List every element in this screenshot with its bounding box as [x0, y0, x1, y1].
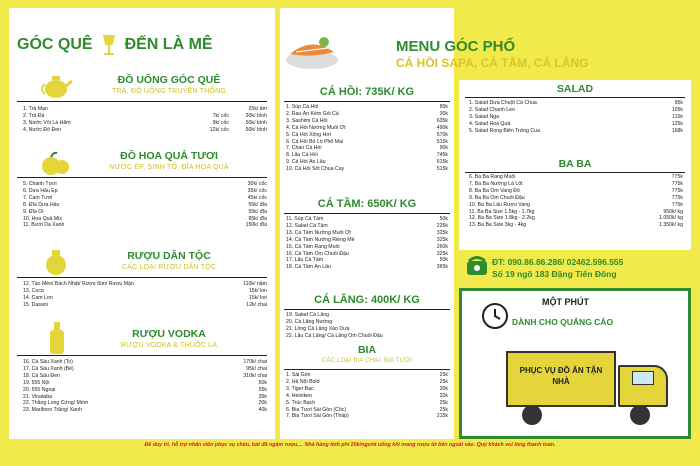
item-price: 168k [671, 127, 683, 134]
item-price: 25k [439, 406, 448, 413]
item-name: 20. Cá Lăng Nướng [286, 318, 333, 325]
item-price: 25k [439, 372, 448, 378]
item-name: 22. Lẩu Cá Lăng/ Cá Lăng Om Chuối Đậu [286, 332, 383, 339]
item-price: 570k [436, 131, 448, 138]
item-name: 19. Salad Cá Lăng [286, 312, 329, 318]
menu-item [23, 380, 267, 387]
item-price-small [195, 195, 229, 202]
item-name: 8. Lẩu Cá Hồi [286, 152, 318, 159]
item-price: 12k/ chai [246, 301, 267, 308]
menu-item [23, 188, 267, 195]
menu-item [286, 400, 448, 407]
item-price-small: 12k/ cốc [209, 126, 229, 133]
menu-item [23, 127, 267, 134]
menu-item [469, 222, 683, 229]
item-price: 45k/ cốc [247, 194, 267, 201]
item-name: 18. Cá Tầm Ăn Lẩu [286, 264, 331, 271]
brand-left: GÓC QUÊ [17, 36, 93, 53]
item-price: 260k [436, 243, 448, 250]
item-price-small: 9k/ cốc [212, 119, 229, 126]
item-name: 4. Nước Đỗ Đen [23, 126, 62, 133]
menu-item [469, 195, 683, 202]
truck-icon [506, 351, 676, 431]
item-name: 11. Ba Ba Size 1.5kg - 1.7kg [469, 208, 535, 215]
menu-item [286, 319, 448, 326]
menu-item [469, 121, 683, 128]
phone-icon [466, 255, 488, 277]
item-price-small [195, 302, 229, 309]
left-panel [9, 8, 275, 439]
menu-item [286, 372, 448, 379]
item-price-small [195, 209, 229, 216]
vodka-subtitle: RƯỢU VODKA & THUỐC LÁ [120, 342, 218, 349]
right-top-panel [459, 80, 691, 250]
item-name: 13. Cá Tầm Nướng Muối Ớt [286, 229, 351, 236]
item-price: 90k [439, 145, 448, 152]
item-price: 325k [436, 236, 448, 243]
menu-item [286, 237, 448, 244]
menu-item [286, 326, 448, 333]
item-name: 3. Sashimi Cá Hồi [286, 117, 328, 124]
item-name: 11. Súp Cá Tầm [286, 216, 324, 222]
item-name: 11. Bưởi Da Xanh [23, 222, 65, 229]
menu-item [23, 106, 267, 113]
item-price [414, 326, 448, 333]
menu-item [23, 120, 267, 127]
menu-item [23, 181, 267, 188]
menu-item [469, 100, 683, 107]
item-name: 2. Salad Chanh Leo [469, 106, 515, 113]
item-name: 7. Cháo Cá Hồi [286, 145, 322, 152]
calang-title: CÁ LĂNG: 400K/ KG [314, 294, 420, 306]
bia-title: BIA [357, 344, 377, 356]
item-name: 10. Ba Ba Lẩu Rượu Vang [469, 201, 530, 208]
item-name: 16. Cá Tầm Om Chuối Đậu [286, 250, 349, 257]
item-name: 12. Táo Mèo/ Bách Nhật/ Rượu Sim/ Rượu Mận [23, 281, 134, 287]
item-name: 10. Hoa Quả Mix [23, 215, 62, 222]
menu-item [23, 216, 267, 223]
fruit-icon [39, 150, 73, 178]
item-name: 1. Sài Gòn [286, 372, 311, 378]
item-name: 17. Cá Sấu Xanh (Bé) [23, 365, 74, 372]
item-name: 20. 555 Ngoại [23, 386, 56, 393]
menu-item [23, 209, 267, 216]
item-name: 5. Chanh Tươi [23, 181, 57, 187]
drinks-title: ĐỒ UỐNG GÓC QUÊ [117, 74, 221, 86]
item-price [414, 312, 448, 319]
item-name: 21. Lòng Cá Lăng Xào Dưa [286, 325, 350, 332]
menu-title: MENU GÓC PHỐ [396, 38, 516, 55]
item-price-small [195, 216, 229, 223]
menu-item [23, 394, 267, 401]
item-price: 30k [439, 110, 448, 117]
item-price-small [195, 181, 229, 188]
menu-item [286, 230, 448, 237]
item-name: 17. Lẩu Cá Tầm [286, 257, 324, 264]
item-name: 13. Ba Ba Size 3kg - 4kg [469, 222, 527, 229]
item-price: 95k [674, 100, 683, 106]
menu-item [23, 288, 267, 295]
truck-label: PHỤC VỤ ĐỒ ĂN TẬN NHÀ [519, 366, 603, 386]
item-name: 4. Salad Hoa Quả [469, 120, 511, 127]
item-price: 775k [671, 201, 683, 208]
item-price: 110k/ nậm [243, 281, 267, 287]
item-name: 7. Bia Tươi Sài Gòn (Tháp) [286, 413, 349, 420]
item-name: 5. Salad Rong Biển Trứng Cua [469, 127, 540, 134]
item-price-small [195, 407, 229, 414]
menu-item [286, 312, 448, 319]
menu-item [286, 132, 448, 139]
bia-subtitle: CÁC LOẠI BIA CHAI, BIA TƯƠI [321, 358, 413, 364]
baba-title: BA BA [558, 158, 592, 170]
menu-item [469, 215, 683, 222]
item-name: 9. Cá Hồi Ăn Lẩu [286, 159, 326, 166]
item-name: 1. Trà Mạn [23, 106, 48, 112]
item-name: 1. Súp Cá Hồi [286, 104, 319, 110]
item-price-small [195, 106, 229, 113]
menu-item [469, 188, 683, 195]
item-name: 9. Đĩa Ổi [23, 208, 44, 215]
item-price: 55k [258, 386, 267, 393]
item-price: 20k [258, 400, 267, 407]
menu-item [469, 174, 683, 181]
item-name: 3. Nước Vối Lá Hãm [23, 119, 71, 126]
item-name: 14. Cam Lon [23, 294, 53, 301]
fruits-list [23, 181, 267, 229]
item-name: 13. Cocα [23, 287, 44, 294]
item-name: 22. Thăng Long Cứng/ Mềm [23, 400, 89, 407]
menu-item [469, 202, 683, 209]
item-price: 490k [436, 124, 448, 131]
item-name: 12. Ba Ba Size 1.8kg - 2.2kg [469, 215, 535, 222]
item-price: 25k [439, 399, 448, 406]
item-name: 23. Marlboro Trắng/ Xanh [23, 407, 82, 414]
item-name: 14. Cá Tầm Nướng Riềng Mẻ [286, 236, 355, 243]
salad-title: SALAD [556, 83, 594, 95]
item-price: 50k [439, 257, 448, 264]
menu-item [23, 195, 267, 202]
item-price: 365k [436, 264, 448, 271]
item-price: 55k/ đĩa [248, 208, 267, 215]
contact-phone: ĐT: 090.86.86.286/ 02462.596.555 [492, 257, 624, 267]
item-name: 10. Cá Hồi Sốt Chua Cay [286, 166, 345, 173]
item-price: 85k/ đĩa [248, 215, 267, 222]
item-price: 50k/ bình [245, 126, 267, 133]
item-price: 1.050k/ kg [659, 215, 683, 222]
wine-jar-icon [39, 248, 73, 276]
item-name: 19. 555 Nội [23, 379, 50, 386]
menu-item [286, 244, 448, 251]
item-price: 215k [436, 413, 448, 420]
menu-item [286, 145, 448, 152]
menu-item [286, 166, 448, 173]
item-price-small [195, 281, 229, 288]
brand-header [17, 34, 267, 56]
item-price: 325k [436, 229, 448, 236]
menu-item [469, 107, 683, 114]
wine-glass-icon [101, 34, 117, 56]
item-price: 15k/ lon [248, 287, 267, 294]
item-price: 105k [671, 106, 683, 113]
item-name: 6. Bia Tươi Sài Gòn (Cốc) [286, 406, 347, 413]
item-name: 2. Hà Nội Bold [286, 378, 320, 385]
item-price [414, 333, 448, 340]
menu-item [286, 125, 448, 132]
item-price-small [195, 373, 229, 380]
catam-list [286, 216, 448, 271]
clock-icon [480, 301, 510, 331]
drinks-subtitle: TRÀ, ĐỒ UỐNG TRUYỀN THỐNG [111, 88, 227, 95]
menu-item [286, 379, 448, 386]
vodka-list [23, 359, 267, 414]
item-name: 6. Cá Hồi Bỏ Lò Phô Mai [286, 138, 344, 145]
item-price: 95k/ chai [246, 365, 267, 372]
menu-item [23, 373, 267, 380]
item-price-small [195, 222, 229, 229]
drinks-list [23, 106, 267, 134]
item-price-small [195, 202, 229, 209]
item-price: 30k [439, 385, 448, 392]
item-name: 6. Ba Ba Rang Muối [469, 174, 516, 180]
item-price-small [195, 387, 229, 394]
item-price: 775k [671, 187, 683, 194]
menu-item [286, 223, 448, 230]
item-price: 32k [439, 392, 448, 399]
item-price: 515k [436, 166, 448, 173]
item-name: 1. Salad Dưa Chuột Cà Chua [469, 100, 537, 106]
menu-item [286, 407, 448, 414]
item-name: 3. Salad Nga [469, 113, 499, 120]
menu-item [469, 209, 683, 216]
item-price: 615k [436, 159, 448, 166]
item-name: 2. Rau Ăn Kèm Gỏi Cá [286, 110, 339, 117]
item-name: 8. Ba Ba Om Vang Đỏ [469, 187, 520, 194]
salmon-dish-icon [284, 32, 340, 72]
fruits-title: ĐỒ HOA QUẢ TƯƠI [120, 150, 218, 162]
menu-item [286, 393, 448, 400]
ad-line1: MỘT PHÚT [542, 297, 589, 307]
menu-item [23, 359, 267, 366]
contact-address: Số 19 ngõ 183 Đặng Tiến Đông [492, 269, 617, 279]
teapot-icon [39, 72, 73, 100]
item-price: 50k/ bình [245, 119, 267, 126]
ad-panel [459, 288, 691, 439]
item-price-small [195, 359, 229, 366]
bottle-icon [47, 322, 67, 356]
item-price: 15k/ lon [248, 294, 267, 301]
item-price-small [195, 380, 229, 387]
menu-item [286, 104, 448, 111]
item-price: 40k [258, 407, 267, 414]
item-price: 170k/ chai [243, 359, 267, 365]
wine-list [23, 281, 267, 309]
item-name: 15. Cá Tầm Rang Muối [286, 243, 340, 250]
item-price [414, 319, 448, 326]
menu-item [23, 281, 267, 288]
item-name: 16. Cá Sấu Xanh (To) [23, 359, 73, 365]
item-price: 30k/ bình [245, 112, 267, 119]
item-price: 150k/ đĩa [245, 222, 267, 229]
menu-item [23, 366, 267, 373]
menu-item [286, 118, 448, 125]
item-price: 325k [436, 250, 448, 257]
item-price: 25k/ ấm [248, 106, 267, 112]
item-name: 3. Tiger Bạc [286, 385, 314, 392]
menu-item [286, 251, 448, 258]
menu-item [286, 333, 448, 340]
item-price: 50k [439, 216, 448, 222]
menu-item [286, 257, 448, 264]
menu-item [23, 387, 267, 394]
menu-item [469, 128, 683, 135]
menu-item [286, 264, 448, 271]
item-name: 5. Cá Hồi Xông Hơi [286, 131, 331, 138]
item-name: 5. Trúc Bạch [286, 399, 316, 406]
item-name: 4. Cá Hồi Nướng Muối Ớt [286, 124, 346, 131]
item-price-small: 7k/ cốc [212, 112, 229, 119]
fruits-subtitle: NƯỚC ÉP, SINH TỐ, ĐĨA HOA QUẢ [109, 164, 229, 171]
menu-item [286, 413, 448, 420]
item-price: 25k [439, 378, 448, 385]
item-price: 225k [436, 222, 448, 229]
menu-item [23, 113, 267, 120]
brand-right: ĐẾN LÀ MÊ [124, 36, 213, 53]
menu-item [23, 222, 267, 229]
menu-item [286, 386, 448, 393]
item-price-small [195, 400, 229, 407]
item-price: 35k/ cốc [247, 187, 267, 194]
item-price: 775k [671, 174, 683, 180]
item-price: 515k [436, 138, 448, 145]
item-price: 775k [671, 180, 683, 187]
menu-item [469, 181, 683, 188]
wine-subtitle: CÁC LOẠI RƯỢU DÂN TỘC [121, 264, 217, 271]
menu-item [23, 302, 267, 309]
item-name: 18. Cá Sấu Đen [23, 372, 60, 379]
ad-line2: DÀNH CHO QUẢNG CÁO [512, 317, 614, 327]
menu-item [286, 216, 448, 223]
item-price-small [195, 188, 229, 195]
menu-item [23, 295, 267, 302]
menu-subtitle: CÁ HỒI SAPA, CÁ TẦM, CÁ LĂNG [396, 56, 589, 70]
item-name: 7. Cam Tươi [23, 194, 53, 201]
baba-list [469, 174, 683, 229]
menu-item [23, 400, 267, 407]
item-price: 950k/ kg [663, 208, 683, 215]
item-name: 2. Trà Đá [23, 112, 45, 119]
item-price: 635k [436, 117, 448, 124]
bia-list [286, 372, 448, 420]
salad-list [469, 100, 683, 135]
item-price: 310k/ chai [243, 372, 267, 379]
item-price-small [195, 366, 229, 373]
item-name: 12. Salad Cá Tầm [286, 222, 328, 229]
menu-item [23, 202, 267, 209]
item-name: 7. Ba Ba Nướng Lá Lốt [469, 180, 523, 187]
item-name: 4. Heiniken [286, 392, 312, 399]
menu-item [286, 111, 448, 118]
menu-item [469, 114, 683, 121]
wine-title: RƯỢU DÂN TỘC [127, 250, 211, 262]
calang-list [286, 312, 448, 340]
cahoi-list [286, 104, 448, 173]
catam-title: CÁ TẦM: 650K/ KG [317, 198, 417, 210]
cahoi-title: CÁ HỒI: 735K/ KG [319, 86, 415, 98]
menu-item [286, 152, 448, 159]
item-price-small [195, 295, 229, 302]
item-price: 745k [436, 152, 448, 159]
item-price: 55k/ đĩa [248, 201, 267, 208]
item-name: 8. Đĩa Dưa Hấu [23, 201, 60, 208]
item-price: 125k [671, 120, 683, 127]
item-price: 30k/ cốc [247, 181, 267, 187]
menu-item [286, 139, 448, 146]
vodka-title: RƯỢU VODKA [132, 328, 206, 340]
item-price: 85k [439, 104, 448, 110]
item-price: 35k [258, 393, 267, 400]
menu-item [23, 407, 267, 414]
item-name: 15. Dasani [23, 301, 48, 308]
item-price: 775k [671, 194, 683, 201]
item-name: 9. Ba Ba Om Chuối Đậu [469, 194, 525, 201]
item-name: 6. Dưa Hấu Ép [23, 187, 58, 194]
item-price: 1.350k/ kg [659, 222, 683, 229]
item-name: 21. Vinataba [23, 393, 53, 400]
footer-note: Để duy trì, hỗ trợ nhân viên phục vụ chén, bát đã ngâm rượu,... Nhà hàng tính phí 20k/người uống khi mang rượu từ bên ngoài vào. Quý khách vui lòng thanh toán. [144, 442, 556, 448]
item-price: 50k [258, 379, 267, 386]
item-price: 115k [672, 113, 683, 120]
item-price-small [195, 288, 229, 295]
menu-item [286, 159, 448, 166]
item-price-small [195, 394, 229, 401]
